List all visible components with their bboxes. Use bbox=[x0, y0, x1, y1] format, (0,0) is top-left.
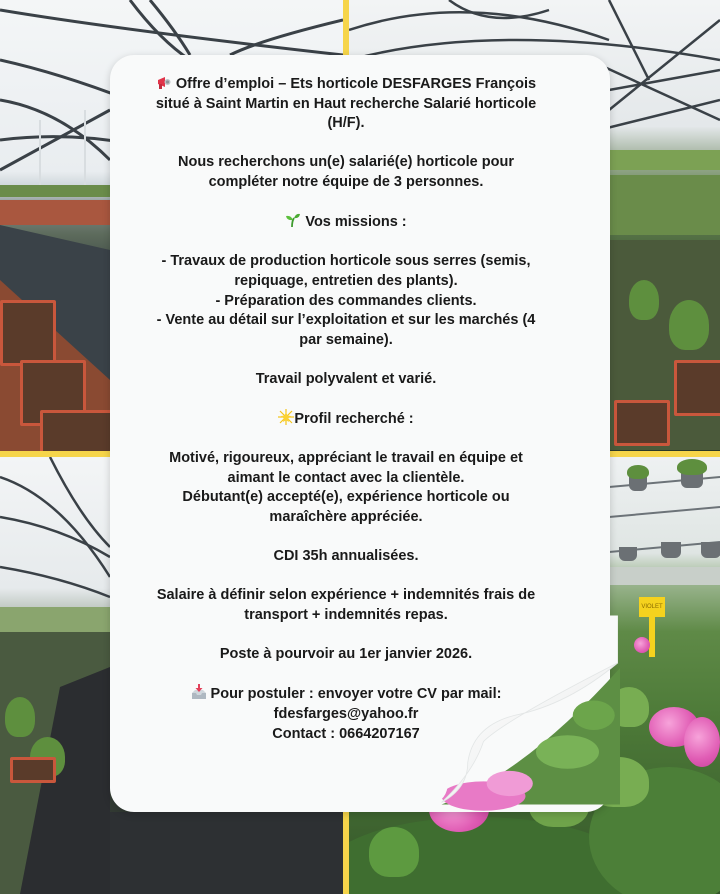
plant-tag: VIOLET bbox=[639, 597, 665, 617]
contract-type: CDI 35h annualisées. bbox=[273, 548, 419, 565]
profile-line: Motivé, rigoureux, appréciant le travail en équipe et aimant le contact avec la clientèle. bbox=[169, 450, 523, 486]
contact-phone[interactable]: Contact : 0664207167 bbox=[272, 725, 420, 742]
job-offer-text bbox=[150, 74, 542, 744]
glowing-star-icon bbox=[278, 409, 294, 425]
seedling-icon bbox=[285, 212, 301, 228]
salary-text: Salaire à définir selon expérience + indemnités frais de transport + indemnités repas. bbox=[156, 587, 536, 624]
megaphone-icon bbox=[156, 74, 172, 90]
profile-line: Débutant(e) accepté(e), expérience horticole ou maraîchère appréciée. bbox=[182, 489, 510, 526]
work-note: Travail polyvalent et varié. bbox=[255, 370, 437, 387]
email-address[interactable]: fdesfarges@yahoo.fr bbox=[273, 706, 419, 722]
mission-item: - Préparation des commandes clients. bbox=[215, 292, 477, 309]
offer-title: Offre d’emploi – Ets horticole DESFARGES François situé à Saint Martin en Haut recherche Salarié horticole (H/F). bbox=[155, 76, 537, 132]
apply-instructions: Pour postuler : envoyer votre CV par mail: bbox=[150, 684, 542, 705]
missions-heading: Vos missions : bbox=[150, 212, 542, 233]
mission-item: - Travaux de production horticole sous serres (semis, repiquage, entretien des plants). bbox=[161, 253, 531, 289]
mission-item: - Vente au détail sur l’exploitation et sur les marchés (4 par semaine). bbox=[156, 312, 536, 348]
intro-text: Nous recherchons un(e) salarié(e) horticole pour compléter notre équipe de 3 personnes. bbox=[178, 154, 514, 190]
start-date: Poste à pourvoir au 1er janvier 2026. bbox=[219, 646, 473, 663]
inbox-tray-icon bbox=[191, 684, 207, 700]
profile-heading: Profil recherché : bbox=[150, 409, 542, 430]
